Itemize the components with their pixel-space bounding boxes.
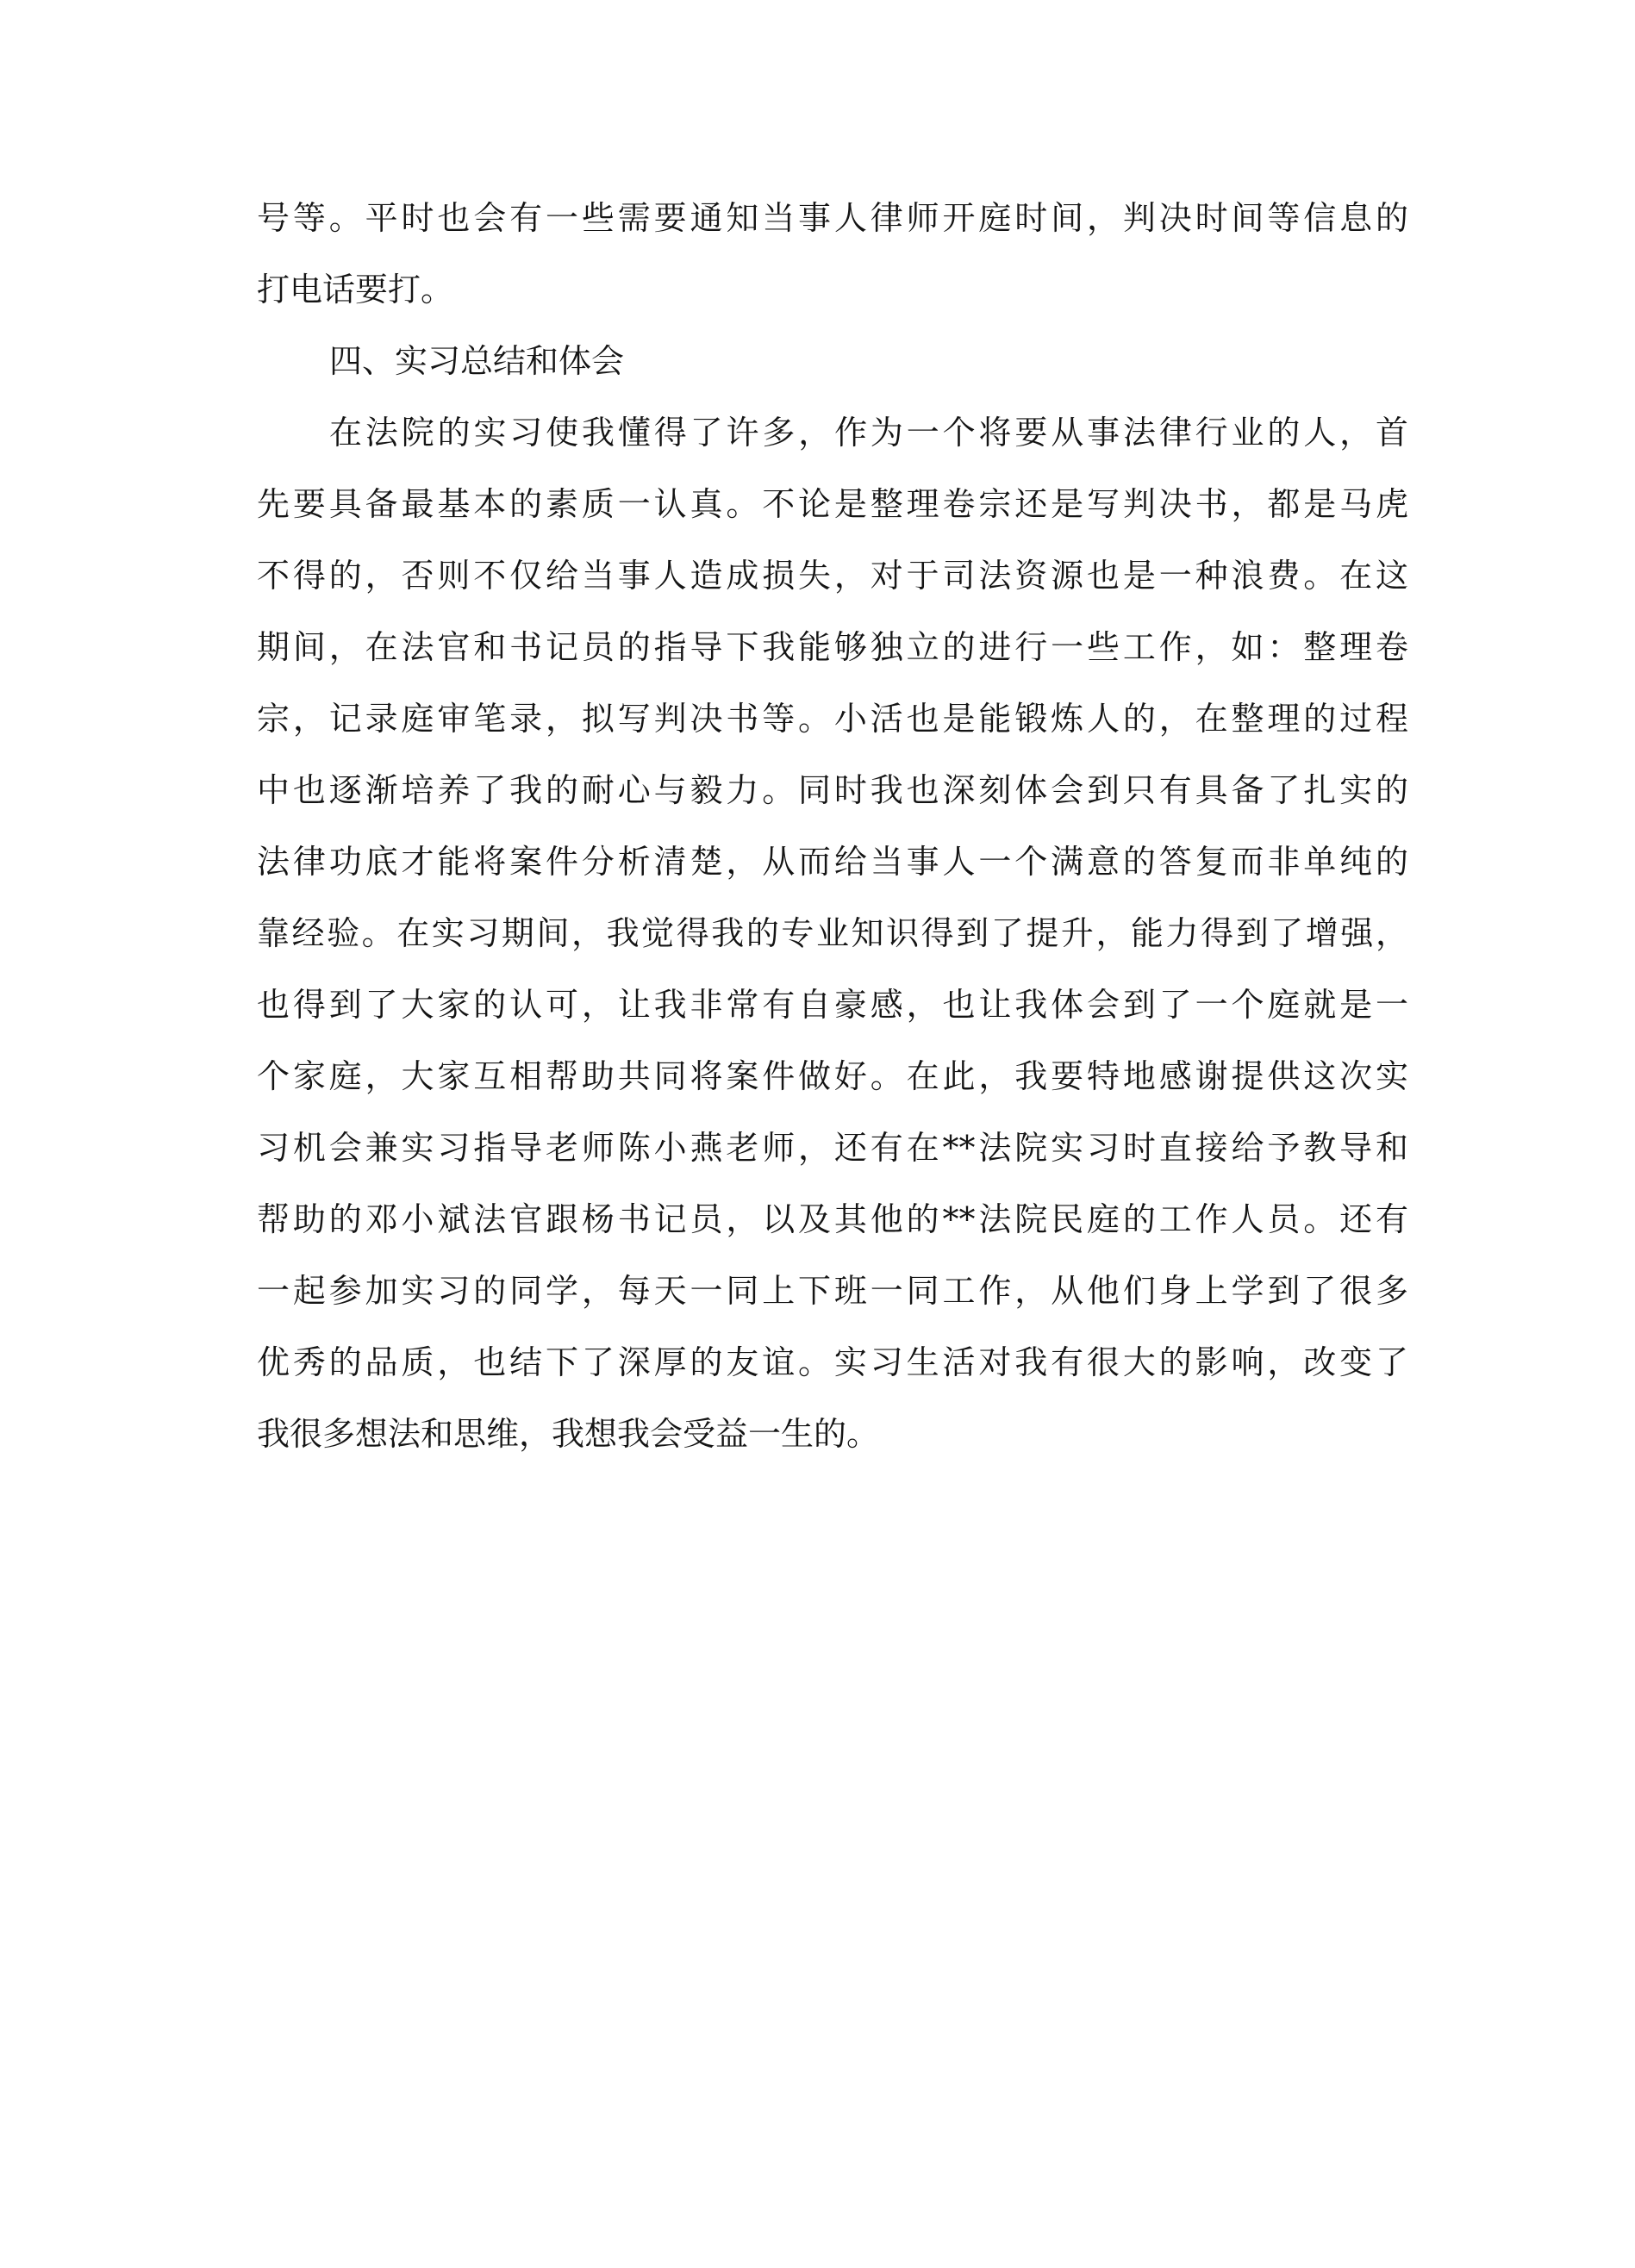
text-line: 宗，记录庭审笔录，拟写判决书等。小活也是能锻炼人的，在整理的过程 — [257, 700, 1408, 738]
text-line: 靠经验。在实习期间，我觉得我的专业知识得到了提升，能力得到了增强， — [257, 914, 1408, 952]
text-line: 一起参加实习的同学，每天一同上下班一同工作，从他们身上学到了很多 — [257, 1272, 1408, 1310]
text-line: 先要具备最基本的素质一认真。不论是整理卷宗还是写判决书，都是马虎 — [257, 485, 1408, 523]
section-heading: 四、实习总结和体会 — [329, 342, 625, 380]
text-line: 中也逐渐培养了我的耐心与毅力。同时我也深刻体会到只有具备了扎实的 — [257, 771, 1408, 809]
text-line: 我很多想法和思维，我想我会受益一生的。 — [257, 1415, 880, 1453]
text-line: 习机会兼实习指导老师陈小燕老师，还有在**法院实习时直接给予教导和 — [257, 1129, 1408, 1167]
text-line: 法律功底才能将案件分析清楚，从而给当事人一个满意的答复而非单纯的 — [257, 843, 1408, 881]
document-body — [257, 183, 1408, 1470]
text-line: 帮助的邓小斌法官跟杨书记员，以及其他的**法院民庭的工作人员。还有 — [257, 1200, 1408, 1238]
paragraph-summary — [257, 397, 1408, 1470]
text-line: 也得到了大家的认可，让我非常有自豪感，也让我体会到了一个庭就是一 — [257, 986, 1408, 1024]
text-line: 在法院的实习使我懂得了许多，作为一个将要从事法律行业的人，首 — [329, 414, 1408, 452]
text-line: 个家庭，大家互相帮助共同将案件做好。在此，我要特地感谢提供这次实 — [257, 1057, 1408, 1095]
text-line: 优秀的品质，也结下了深厚的友谊。实习生活对我有很大的影响，改变了 — [257, 1343, 1408, 1381]
paragraph-continuation — [257, 183, 1408, 326]
text-line: 不得的，否则不仅给当事人造成损失，对于司法资源也是一种浪费。在这 — [257, 557, 1408, 595]
text-line: 打电话要打。 — [257, 271, 454, 308]
text-line: 期间，在法官和书记员的指导下我能够独立的进行一些工作，如：整理卷 — [257, 628, 1408, 666]
text-line: 号等。平时也会有一些需要通知当事人律师开庭时间，判决时间等信息的 — [257, 199, 1408, 237]
